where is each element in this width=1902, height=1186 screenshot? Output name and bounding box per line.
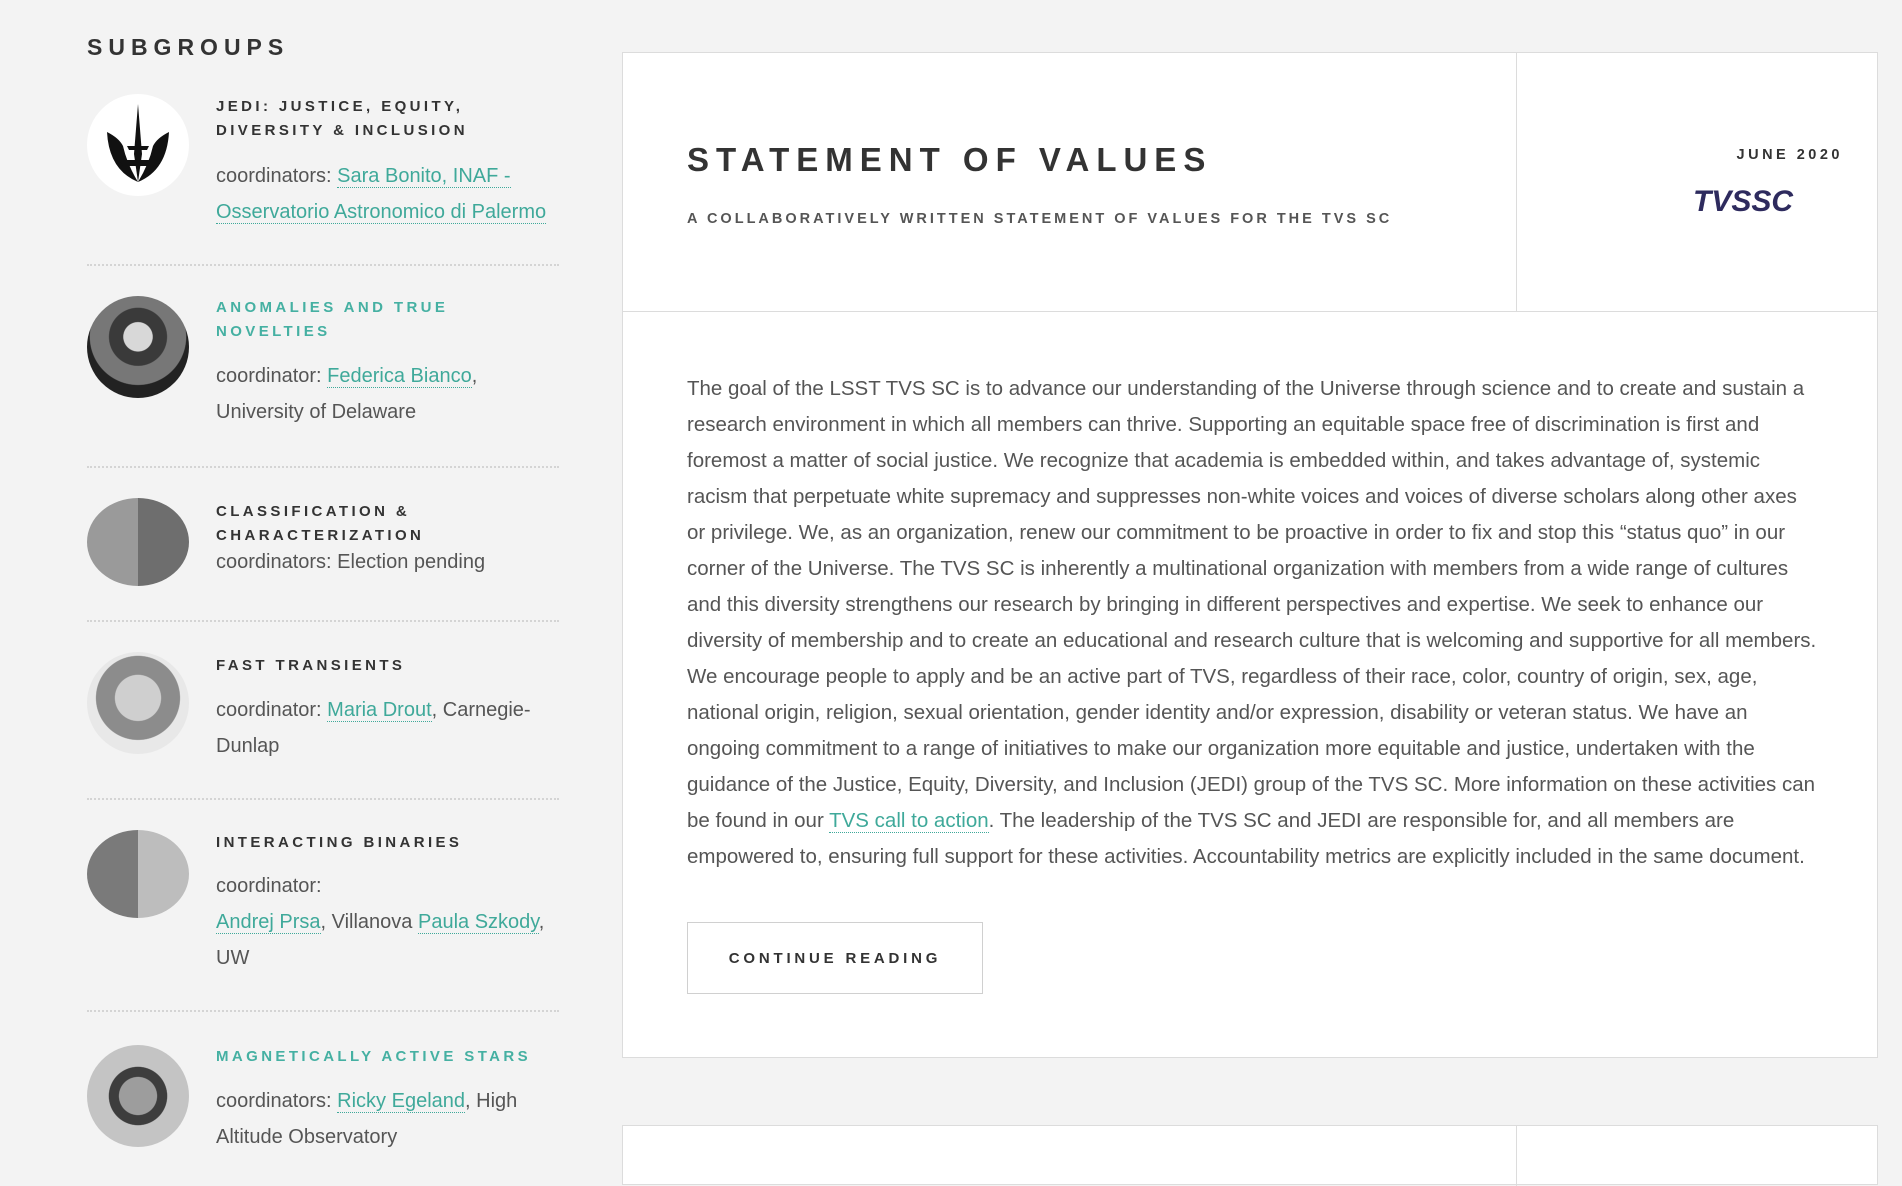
subgroup-name[interactable]: MAGNETICALLY ACTIVE STARS bbox=[216, 1048, 532, 1065]
subgroup-name: FAST TRANSIENTS bbox=[216, 657, 406, 674]
coordinator-link[interactable]: Federica Bianco bbox=[327, 365, 472, 387]
post-date: JUNE 2020 bbox=[1736, 147, 1843, 163]
subgroup-coordinators: coordinators: Election pending bbox=[216, 551, 486, 573]
header-divider bbox=[1516, 1126, 1517, 1186]
subgroup-jedi bbox=[87, 90, 559, 266]
coordinator-link[interactable]: Maria Drout bbox=[327, 699, 432, 721]
tvssc-logo bbox=[1691, 181, 1811, 221]
post-excerpt: The goal of the LSST TVS SC is to advance our understanding of the Universe through science and to create and sustain a research environment in which all members can thrive. Supporting an equitable space free of discrimination is first and foremost a matter of social justice. We recognize that academia is embedded within, and takes advantage of, systemic racism that perpetuate white supremacy and suppresses non-white voices and voices of diverse scholars along other axes or privilege. We, as an organization, renew our commitment to be proactive in order to fix and stop this “status quo” in our corner of the Universe. The TVS SC is inherently a multinational organization with members from a wide range of cultures and this diversity strengthens our research by bringing in different perspectives and expertise. We seek to enhance our diversity of membership and to create an educational and research culture that is welcoming and supportive for all members. We encourage people to apply and be an active part of TVS, regardless of their race, color, country of origin, sex, age, national origin, religion, sexual orientation, gender identity and/or expression, disability or veteran status. We have an ongoing commitment to a range of initiatives to make our organization more equitable and justice, undertaken with the guidance of the Justice, Equity, Diversity, and Inclusion (JEDI) group of the TVS SC. More information on these activities can be found in our TVS call to action. The leadership of the TVS SC and JEDI are responsible for, and all members are empowered to, ensuring full support for these activities. Accountability metrics are explicitly included in the same document. bbox=[687, 377, 1817, 868]
subgroup-name: INTERACTING BINARIES bbox=[216, 834, 463, 851]
subgroup-name: CLASSIFICATION & CHARACTERIZATION bbox=[216, 503, 425, 544]
subgroup-anomalies bbox=[87, 296, 559, 468]
subgroup-magnetically-active bbox=[87, 1045, 559, 1185]
post-title[interactable]: STATEMENT OF VALUES bbox=[687, 141, 1213, 178]
post-card bbox=[622, 52, 1878, 1058]
subgroup-coordinators: coordinator: Federica Bianco, University of Delaware bbox=[216, 365, 478, 423]
coordinator-avatar bbox=[87, 296, 189, 398]
coordinator-link[interactable]: Sara Bonito, INAF - Osservatorio Astronomico di Palermo bbox=[216, 165, 547, 223]
svg-text:TVSSC: TVSSC bbox=[1693, 185, 1794, 218]
subgroup-classification bbox=[87, 498, 559, 622]
continue-reading-button[interactable]: CONTINUE READING bbox=[687, 922, 983, 994]
coordinator-link[interactable]: Paula Szkody bbox=[417, 911, 539, 933]
subgroup-name[interactable]: ANOMALIES AND TRUE NOVELTIES bbox=[216, 299, 449, 340]
subgroup-name: JEDI: JUSTICE, EQUITY, DIVERSITY & INCLUSION bbox=[216, 98, 468, 139]
next-post-card bbox=[622, 1125, 1878, 1185]
coordinator-avatar bbox=[87, 652, 189, 754]
subgroup-fast-transients bbox=[87, 652, 559, 800]
tvs-call-to-action-link[interactable]: TVS call to action bbox=[829, 809, 989, 832]
coordinator-avatar bbox=[87, 1045, 189, 1147]
coordinator-avatar bbox=[87, 830, 189, 918]
jedi-order-icon bbox=[87, 94, 189, 196]
post-subtitle: A COLLABORATIVELY WRITTEN STATEMENT OF VALUES FOR THE TVS SC bbox=[687, 211, 1393, 227]
coordinator-link[interactable]: Ricky Egeland bbox=[337, 1090, 466, 1112]
post-header bbox=[623, 53, 1877, 312]
coordinator-link[interactable]: Andrej Prsa bbox=[216, 911, 321, 933]
subgroup-coordinators: coordinators: Sara Bonito, INAF - Osservatorio Astronomico di Palermo bbox=[216, 165, 547, 223]
header-divider bbox=[1516, 53, 1517, 311]
subgroup-interacting-binaries bbox=[87, 830, 559, 1012]
subgroup-coordinators: coordinators: Ricky Egeland, High Altitude Observatory bbox=[216, 1090, 518, 1148]
sidebar-title: SUBGROUPS bbox=[87, 34, 290, 60]
subgroup-coordinators: coordinator: Maria Drout, Carnegie-Dunlap bbox=[216, 699, 531, 757]
coordinator-avatar bbox=[87, 498, 189, 586]
subgroup-coordinators: coordinator: Andrej Prsa, Villanova Paula Szkody, UW bbox=[216, 875, 545, 969]
